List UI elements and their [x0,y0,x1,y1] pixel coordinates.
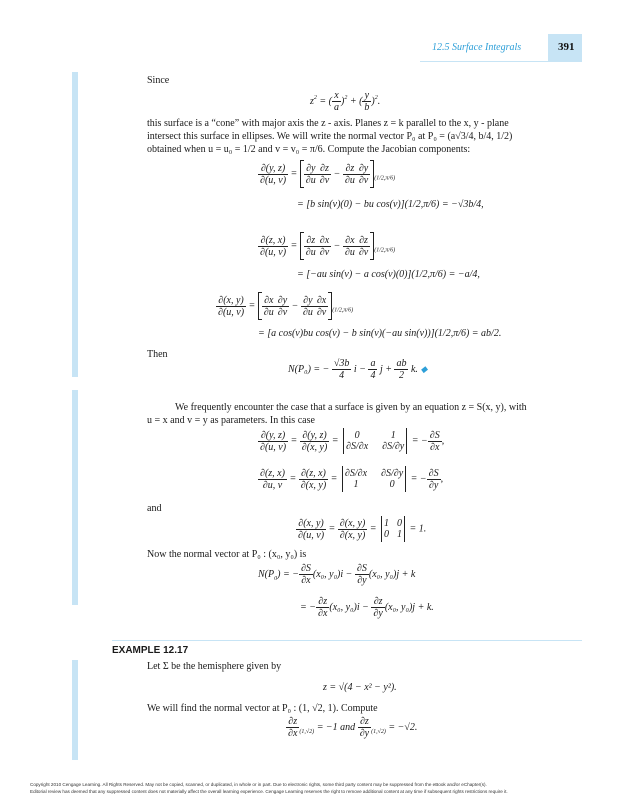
footer-line-2: Editorial review has deemed that any suppressed content does not materially affect the overall learning experience. Cengage Learning reserves the right to remove additional content at any time if subsequent rights restrictions require it. [30,789,508,794]
determinant-zx: $\frac{\partial(z, x)}{\partial u, v}$ = $\frac{\partial(z, x)}{\partial(x, y)}$ = ∂S/∂x ∂S/∂y 1 0 = − $\frac{\partial S}{\partial y}$ , [260,467,444,491]
normal-den-3: 2 [398,370,404,381]
paragraph-normal-at: Now the normal vector at P₀ : (x₀, y₀) is [147,549,307,560]
paragraph-case-1: We frequently encounter the case that a surface is given by an equation z = S(x, y), with [175,402,527,413]
jacobian-zx: $\frac{\partial(z, x)}{\partial(u, v)}$ = $\frac{\partial z}{\partial u}$ $\frac{\partial x}{\partial v}$ − $\frac{\partial x}{\partial u}$ $\frac{\partial z}{\partial v}$ $_{(1/2,\pi/6)}$ [258,232,395,260]
eval-point: (1/2,π/6) [332,307,354,314]
example-label: EXAMPLE 12.17 [112,645,189,656]
normal-vector-equation [288,358,427,381]
text-then: Then [147,349,168,360]
normal-coef-1: √3b [333,358,350,369]
example-text-2: We will find the normal vector at P₀ : (1, √2, 1). Compute [147,703,378,714]
normal-den-1: 4 [339,370,345,381]
example-text-1: Let Σ be the hemisphere given by [147,661,282,672]
normal-coef-3: ab [396,358,407,369]
nvec-2: (x₀, y₀)i − [329,601,369,613]
paragraph-intro-1: this surface is a “cone” with major axis the z - axis. Planes z = k parallel to the x, y - plane [147,118,509,129]
jacobian-xy-result: = [a cos(v)bu cos(v) − b sin(v)(−au sin(v))](1/2,π/6) = ab/2. [258,328,502,339]
footer-line-1: Copyright 2010 Cengage Learning. All Rights Reserved. May not be copied, scanned, or duplicated, in whole or in part. Due to electronic rights, some third party content may be suppressed from the eBook and/or eChapter(s). [30,782,487,787]
normal-den-2: 4 [370,370,376,381]
nvec-1b: (x₀, y₀)j + k [368,568,416,580]
partials-end: = −1 and [316,721,356,733]
header-rule [420,61,550,62]
example-rule [112,640,582,641]
paragraph-case-2: u = x and v = y as parameters. In this case [147,415,315,426]
determinant-xy: $\frac{\partial(x, y)}{\partial(u, v)}$ = $\frac{\partial(x, y)}{\partial(x, y)}$ = 1 0 0 1 = 1. [298,517,427,541]
normal-general-1: $N(P_0)$ = − $\frac{\partial S}{\partial x}$ (x₀, y₀)i − $\frac{\partial S}{\partial y}$ (x₀, y₀)j + k [258,563,416,586]
partials-point: (1,√2) [371,728,386,735]
margin-bar [72,390,78,605]
margin-bar [72,72,78,377]
normal-general-2: = − $\frac{\partial z}{\partial x}$ (x₀, y₀)i − $\frac{\partial z}{\partial y}$ (x₀, y₀)j + k. [300,596,434,619]
paragraph-intro-3: obtained when u = u₀ = 1/2 and v = v₀ = π/6. Compute the Jacobian components: [147,144,471,155]
normal-coef-2: a [370,358,376,369]
eval-point: (1/2,π/6) [374,175,396,182]
text-since: Since [147,75,170,86]
equation-hemisphere: z = √(4 − x² − y²). [323,682,397,693]
margin-bar [72,660,78,760]
page-number: 391 [558,41,575,53]
jacobian-xy: $\frac{\partial(x, y)}{\partial(u, v)}$ = $\frac{\partial x}{\partial u}$ $\frac{\partial y}{\partial v}$ − $\frac{\partial y}{\partial u}$ $\frac{\partial x}{\partial v}$ $_{(1/2,\pi/6)}$ [216,292,353,320]
end-of-example-diamond-icon: ◆ [420,363,428,374]
equation-cone: $z^2$ = ( $\frac{x}{a}$ )$^2$ + ( $\frac{y}{b}$ )$^2$. [310,90,381,113]
partials-point: (1,√2) [299,728,315,735]
jacobian-yz: $\frac{\partial(y, z)}{\partial(u, v)}$ = $\frac{\partial y}{\partial u}$ $\frac{\partial z}{\partial v}$ − $\frac{\partial z}{\partial u}$ $\frac{\partial y}{\partial v}$ $_{(1/2,\pi/6)}$ [258,160,395,188]
normal-mid-2: j + [379,363,392,375]
eval-point: (1/2,π/6) [374,247,396,254]
nvec-2b: (x₀, y₀)j + k. [384,601,434,613]
equation-partials: $\frac{\partial z}{\partial x}$ $_{(1,√2)}$ = −1 and $\frac{\partial z}{\partial y}$ $_{(1,√2)}$ = −√2. [288,716,418,739]
jacobian-zx-result: = [−au sin(v) − a cos(v)(0)](1/2,π/6) = −a/4, [297,269,480,280]
running-header: 12.5 Surface Integrals [432,42,522,53]
normal-end: k. [410,363,418,375]
paragraph-intro-2: intersect this surface in ellipses. We will write the normal vector P₀ at P₀ = (a√3/4, b/4, 1/2) [147,131,513,142]
normal-mid-1: i − [353,363,366,375]
partials-end-2: = −√2. [388,721,418,733]
determinant-yz: $\frac{\partial(y, z)}{\partial(u, v)}$ = $\frac{\partial(y, z)}{\partial(x, y)}$ = 0 1 ∂S/∂x ∂S/∂y = − $\frac{\partial S}{\partial x}$ , [260,429,445,453]
text-and: and [147,503,162,514]
jacobian-yz-result: = [b sin(v)(0) − bu cos(v)](1/2,π/6) = −√3b/4, [297,199,484,210]
normal-lhs: N(P₀) = − [288,363,330,375]
nvec-1: (x₀, y₀)i − [312,568,353,580]
